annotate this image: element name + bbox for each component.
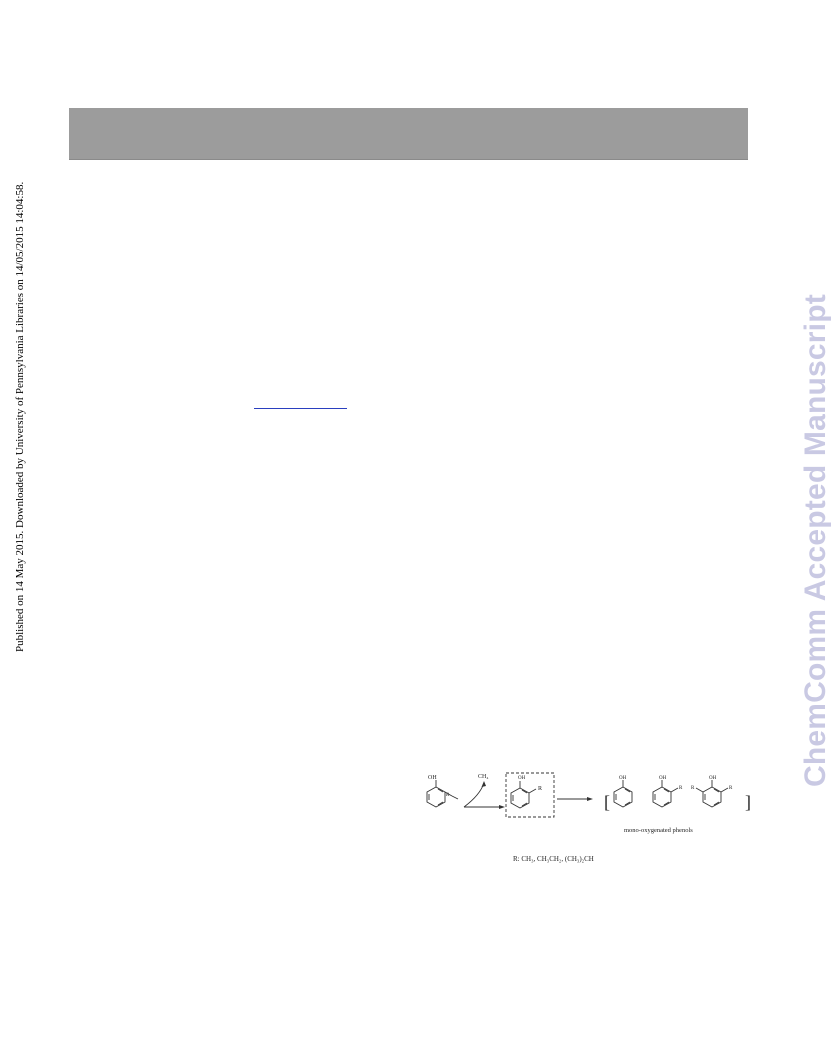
product-2-oh-label: OH <box>659 776 667 781</box>
intermediate-ring <box>511 781 536 808</box>
publication-note: Published on 14 May 2015. Downloaded by University of Pennsylvania Libraries on 14/05/2015 14:04:58. <box>14 181 26 652</box>
methane-loss-arrow <box>464 783 484 807</box>
product-1-oh-label: OH <box>619 776 627 781</box>
reaction-arrow-1-head <box>499 805 505 809</box>
intermediate-r-label: R <box>538 786 543 792</box>
reaction-arrow-2-head <box>587 797 593 801</box>
r-group-definition: R: CH₃, CH₃CH₂, (CH₃)₂CH <box>513 855 594 863</box>
product-3-ring <box>696 780 728 807</box>
reactant-r-label: R <box>446 793 450 798</box>
reactant-oh-label: OH <box>428 775 437 781</box>
header-band <box>69 108 748 160</box>
products-caption: mono-oxygenated phenols <box>624 827 693 834</box>
methane-loss-arrowhead <box>482 781 487 787</box>
product-3-r-left-label: R <box>691 786 695 791</box>
accepted-manuscript-watermark: ChemComm Accepted Manuscript <box>799 294 832 787</box>
reactant-ring <box>427 780 458 807</box>
intermediate-oh-label: OH <box>518 776 526 781</box>
product-2-r-label: R <box>679 786 683 791</box>
product-3-oh-label: OH <box>709 776 717 781</box>
bracket-close: ] <box>745 792 751 812</box>
reaction-scheme <box>410 765 755 875</box>
hyperlink-underline[interactable] <box>254 400 347 409</box>
bracket-open: [ <box>604 792 610 812</box>
methane-label: CH₄ <box>478 774 489 780</box>
product-3-r-right-label: R <box>729 786 733 791</box>
product-1-ring <box>614 780 632 807</box>
product-2-ring <box>653 780 678 807</box>
